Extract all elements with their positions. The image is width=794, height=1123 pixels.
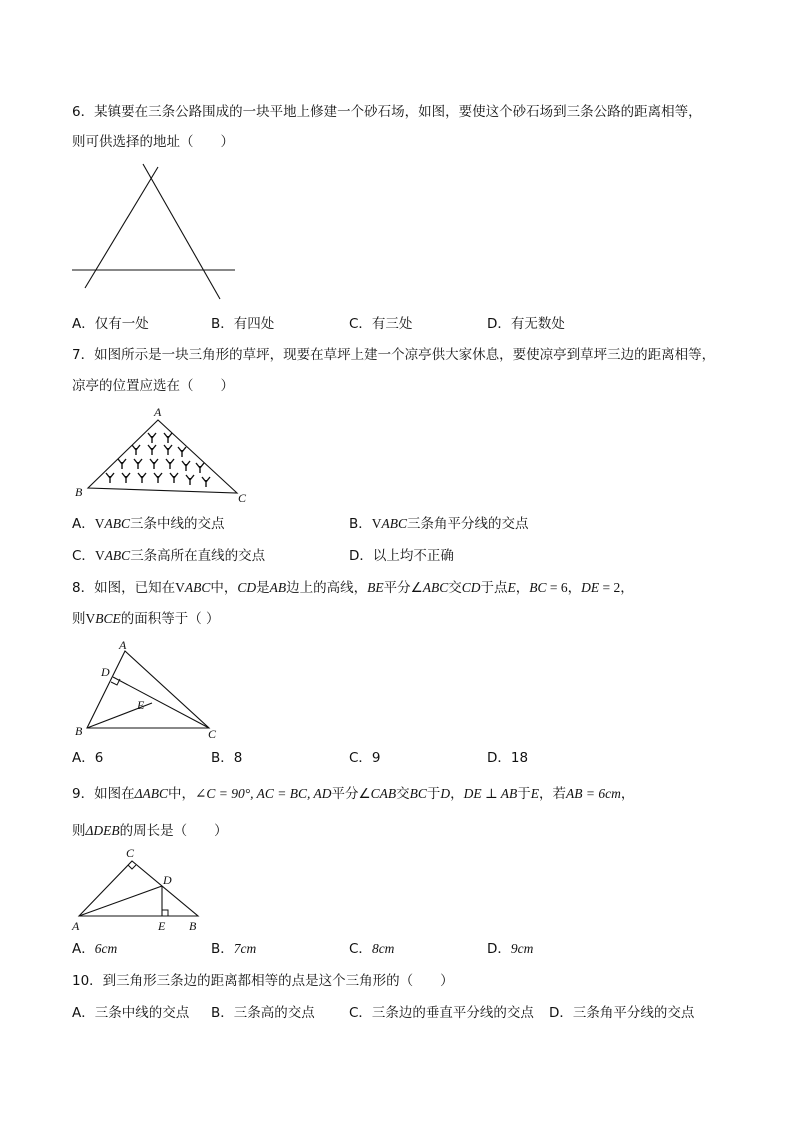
q9-bisector-ad (79, 886, 162, 916)
q9-option-a-prefix: A． (72, 941, 95, 957)
q9-figure (72, 844, 212, 936)
q9-option-c-prefix: C． (349, 941, 372, 957)
grass-tuft-icon (148, 445, 156, 455)
q9-label-b: B (189, 919, 197, 933)
q9-stem-line1 (72, 786, 634, 802)
q9-option-a[interactable] (72, 941, 117, 957)
q7-label-a: A (154, 405, 162, 419)
q9-math: DE ⊥ AB (463, 786, 518, 801)
q7-grass-pattern (106, 433, 210, 487)
grass-tuft-icon (164, 445, 172, 455)
q9-option-d-value: 9cm (510, 941, 534, 956)
q9-math: AB = 6cm (566, 786, 621, 801)
q8-text: 交 (448, 580, 462, 596)
q8-label-b: B (75, 724, 83, 738)
q9-label-a: A (72, 919, 80, 933)
q8-label-a: A (119, 638, 127, 652)
q7-label-b: B (75, 485, 83, 499)
q8-option-b[interactable]: B．8 (211, 750, 243, 766)
grass-tuft-icon (132, 445, 140, 455)
q7-option-c-tri: ABC (104, 548, 131, 563)
q9-math: E (530, 786, 540, 801)
q6-figure-roads (72, 164, 242, 302)
q9-math: BC (409, 786, 427, 801)
q6-stem-line1: 6．某镇要在三条公路围成的一块平地上修建一个砂石场，如图，要使这个砂石场到三条公路的距离相等， (72, 104, 702, 120)
grass-tuft-icon (150, 459, 158, 469)
grass-tuft-icon (154, 473, 162, 483)
q9-option-c-value: 8cm (371, 941, 395, 956)
grass-tuft-icon (138, 473, 146, 483)
q8-label-d: D (101, 665, 110, 679)
q8-text: ， (567, 580, 582, 596)
q8-math: DE (581, 580, 600, 595)
q9-text: 平分∠ (331, 786, 371, 802)
q7-option-b-sym: V (371, 516, 382, 531)
q9-option-d-prefix: D． (487, 941, 511, 957)
q10-option-b[interactable]: B．三条高的交点 (211, 1005, 315, 1021)
q8-stem-line2 (72, 611, 220, 627)
q7-option-c[interactable] (72, 548, 265, 564)
q7-option-a-text: 三条中线的交点 (130, 516, 225, 532)
q9-right-angle-c (128, 865, 136, 869)
q7-option-c-text: 三条高所在直线的交点 (130, 548, 266, 564)
q7-option-a-prefix: A． (72, 516, 95, 532)
q9-option-c[interactable] (349, 941, 394, 957)
q9-text: 交 (396, 786, 410, 802)
q7-option-a-sym: V (94, 516, 105, 531)
q9-stem-line2 (72, 823, 228, 839)
q8-math: BE (367, 580, 384, 595)
q6-option-c[interactable]: C．有三处 (349, 316, 413, 332)
grass-tuft-icon (186, 475, 194, 485)
q8-math: E (507, 580, 516, 595)
q9-text: 则 (72, 823, 86, 839)
q9-right-angle-e (162, 910, 168, 916)
q7-option-c-prefix: C． (72, 548, 95, 564)
q7-figure-lawn (72, 404, 252, 506)
q6-option-b[interactable]: B．有四处 (211, 316, 275, 332)
q8-option-c[interactable]: C．9 (349, 750, 381, 766)
q7-option-a-tri: ABC (104, 516, 130, 531)
q8-text: ， (620, 580, 634, 596)
grass-tuft-icon (170, 473, 178, 483)
q8-math: ABC (422, 580, 449, 595)
q8-math: = 6 (546, 580, 568, 595)
q7-option-b-tri: ABC (381, 516, 408, 531)
q6-road-right (143, 164, 220, 299)
q7-stem-line1: 7．如图所示是一块三角形的草坪，现要在草坪上建一个凉亭供大家休息，要使凉亭到草坪三边的距离相等， (72, 347, 716, 363)
q9-label-e: E (158, 919, 166, 933)
q9-text: 中， (168, 786, 196, 802)
q8-text: 于点 (480, 580, 508, 596)
q6-option-d[interactable]: D．有无数处 (487, 316, 565, 332)
q8-tri: ABC (184, 580, 211, 595)
grass-tuft-icon (122, 473, 130, 483)
q9-math: ΔDEB (85, 823, 120, 838)
grass-tuft-icon (178, 447, 186, 457)
grass-tuft-icon (182, 461, 190, 471)
q9-math: CAB (370, 786, 397, 801)
q7-option-d-text: D．以上均不正确 (349, 548, 454, 564)
q9-text: 9．如图在 (72, 786, 135, 802)
q6-stem-line2: 则可供选择的地址（ ） (72, 134, 234, 150)
q7-option-b-prefix: B． (349, 516, 372, 532)
q8-sym: V (175, 580, 185, 595)
q7-option-a[interactable] (72, 516, 225, 532)
q8-sym: V (85, 611, 96, 626)
q9-option-b-prefix: B． (211, 941, 234, 957)
q7-option-c-sym: V (94, 548, 105, 563)
q8-text: 则 (72, 611, 86, 627)
q7-stem-line2: 凉亭的位置应选在（ ） (72, 378, 234, 394)
q10-option-d[interactable]: D．三条角平分线的交点 (549, 1005, 695, 1021)
q8-math: BCE (95, 611, 121, 626)
q8-math: BC (529, 580, 547, 595)
q8-math: CD (237, 580, 257, 595)
grass-tuft-icon (164, 433, 172, 443)
q9-triangle-acb (79, 861, 198, 916)
q9-option-b-value: 7cm (233, 941, 257, 956)
q10-option-a[interactable]: A．三条中线的交点 (72, 1005, 190, 1021)
q8-text: ， (515, 580, 530, 596)
q9-option-a-value: 6cm (94, 941, 118, 956)
q10-option-c[interactable]: C．三条边的垂直平分线的交点 (349, 1005, 534, 1021)
q9-option-d[interactable] (487, 941, 533, 957)
q9-math: D (440, 786, 451, 801)
q7-label-c: C (238, 491, 247, 505)
q9-math: ΔABC (134, 786, 169, 801)
q9-text: ， (620, 786, 635, 802)
grass-tuft-icon (202, 477, 210, 487)
q8-text: 平分∠ (383, 580, 423, 596)
q8-label-e: E (137, 698, 145, 712)
q6-option-a[interactable]: A．仅有一处 (72, 316, 149, 332)
q7-option-b-text: 三条角平分线的交点 (407, 516, 529, 532)
q9-text: 于 (426, 786, 441, 802)
q8-math: AB (269, 580, 287, 595)
q8-text: 8．如图，已知在 (72, 580, 176, 596)
q8-label-c: C (208, 727, 217, 741)
grass-tuft-icon (118, 459, 126, 469)
q7-option-b[interactable] (349, 516, 529, 532)
q8-option-d[interactable]: D．18 (487, 750, 529, 766)
q8-option-a[interactable]: A．6 (72, 750, 104, 766)
q9-text: ， (450, 786, 464, 802)
grass-tuft-icon (106, 473, 114, 483)
q9-option-b[interactable] (211, 941, 256, 957)
q8-text: 是 (256, 580, 270, 596)
grass-tuft-icon (148, 433, 156, 443)
q8-math: = 2 (599, 580, 621, 595)
grass-tuft-icon (196, 463, 204, 473)
q9-text: 于 (517, 786, 531, 802)
q9-label-d: D (163, 873, 172, 887)
q9-text: 的周长是（ ） (119, 823, 228, 839)
grass-tuft-icon (166, 459, 174, 469)
q9-math: ∠C = 90°, AC = BC, AD (195, 786, 332, 801)
q8-text: 中， (210, 580, 238, 596)
q9-text: ，若 (539, 786, 567, 802)
grass-tuft-icon (134, 459, 142, 469)
q8-triangle-abc (87, 651, 209, 728)
q8-math: CD (461, 580, 481, 595)
q9-label-c: C (126, 846, 135, 860)
q8-figure (72, 636, 232, 742)
q10-stem: 10．到三角形三条边的距离都相等的点是这个三角形的（ ） (72, 973, 454, 989)
q8-text: 的面积等于（ ） (120, 611, 220, 627)
q7-option-d[interactable] (349, 548, 454, 564)
q8-stem-line1 (72, 580, 634, 596)
q8-text: 边上的高线， (286, 580, 368, 596)
